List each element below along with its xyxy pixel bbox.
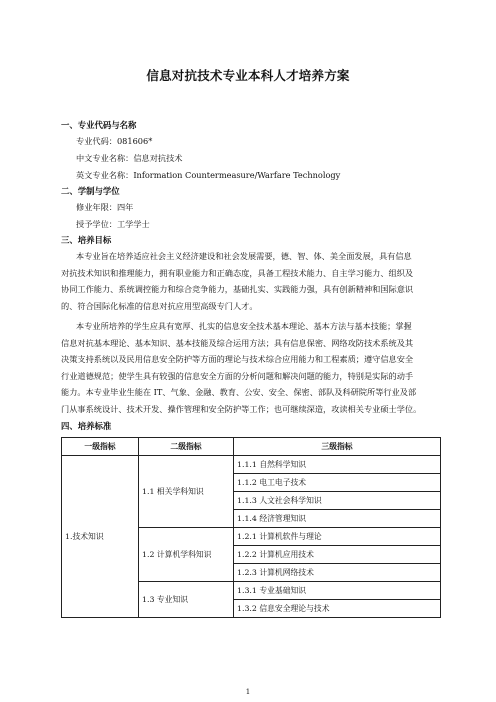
level3-cell: 1.2.3 计算机网络技术 [234, 564, 441, 582]
standards-table [61, 437, 441, 618]
page-number: 1 [245, 688, 251, 696]
paragraph-line: 本专业所培养的学生应具有宽厚、扎实的信息安全技术基本理论、基本方法与基本技能；掌握 [76, 321, 412, 331]
document-title: 信息对抗技术专业本科人才培养方案 [146, 68, 350, 83]
paragraph-line: 能力。本专业毕业生能在 IT、气象、金融、教育、公安、安全、保密、部队及科研院所等行业及部 [61, 387, 417, 397]
table-header-row [62, 438, 441, 456]
table-row [62, 456, 441, 474]
level3-cell: 1.2.2 计算机应用技术 [234, 546, 441, 564]
section-heading-code-name: 一、专业代码与名称 [61, 120, 137, 130]
level3-cell: 1.1.3 人文社会科学知识 [234, 492, 441, 510]
major-code-line: 专业代码：081606* [76, 136, 153, 146]
level1-cell: 1.技术知识 [62, 456, 139, 618]
level3-cell: 1.3.1 专业基础知识 [234, 582, 441, 600]
english-name-line: 英文专业名称：Information Countermeasure/Warfare Technology [76, 170, 341, 180]
level3-cell: 1.2.1 计算机软件与理论 [234, 528, 441, 546]
chinese-name-line: 中文专业名称：信息对抗技术 [76, 153, 183, 163]
paragraph-line: 本专业旨在培养适应社会主义经济建设和社会发展需要，德、智、体、美全面发展，具有信息 [76, 251, 412, 261]
level2-cell: 1.3 专业知识 [139, 582, 234, 618]
paragraph-line: 门从事系统设计、技术开发、操作管理和安全防护等工作；也可继续深造，攻读相关专业硕士学位。 [61, 403, 422, 414]
section-heading-objectives: 三、培养目标 [61, 235, 112, 245]
paragraph-line: 信息对抗基本理论、基本知识、基本技能及综合运用方法；具有信息保密、网络攻防技术系统及其 [61, 337, 414, 348]
section-heading-duration-degree: 二、学制与学位 [61, 186, 120, 196]
level3-cell: 1.1.4 经济管理知识 [234, 510, 441, 528]
level2-cell: 1.2 计算机学科知识 [139, 528, 234, 582]
level2-cell: 1.1 相关学科知识 [139, 456, 234, 528]
paragraph-line: 决策支持系统以及民用信息安全防护等方面的理论与技术综合应用能力和工程素质；遵守信息安全 [61, 354, 414, 364]
duration-line: 修业年限：四年 [76, 202, 134, 212]
paragraph-line: 对抗技术知识和推理能力，拥有职业能力和正确态度，具备工程技术能力、自主学习能力、组织及 [61, 267, 414, 278]
level3-cell: 1.1.1 自然科学知识 [234, 456, 441, 474]
level3-cell: 1.3.2 信息安全理论与技术 [234, 600, 441, 618]
header-level3: 三级指标 [234, 438, 441, 456]
level3-cell: 1.1.2 电工电子技术 [234, 474, 441, 492]
objectives-paragraph-1 [61, 248, 441, 314]
objectives-paragraph-2 [61, 318, 441, 417]
paragraph-line: 行业道德规范；使学生具有较强的信息安全方面的分析问题和解决问题的能力，特别是实际的动手 [61, 370, 414, 381]
section-heading-standards: 四、培养标准 [61, 421, 112, 431]
header-level1: 一级指标 [62, 438, 139, 456]
degree-line: 授予学位：工学学士 [76, 219, 150, 229]
paragraph-line: 的、符合国际化标准的信息对抗应用型高级专门人才。 [61, 300, 258, 311]
paragraph-line: 协同工作能力、系统调控能力和综合竞争能力，基础扎实、实践能力强，具有创新精神和国际意识 [61, 284, 414, 294]
header-level2: 二级指标 [139, 438, 234, 456]
